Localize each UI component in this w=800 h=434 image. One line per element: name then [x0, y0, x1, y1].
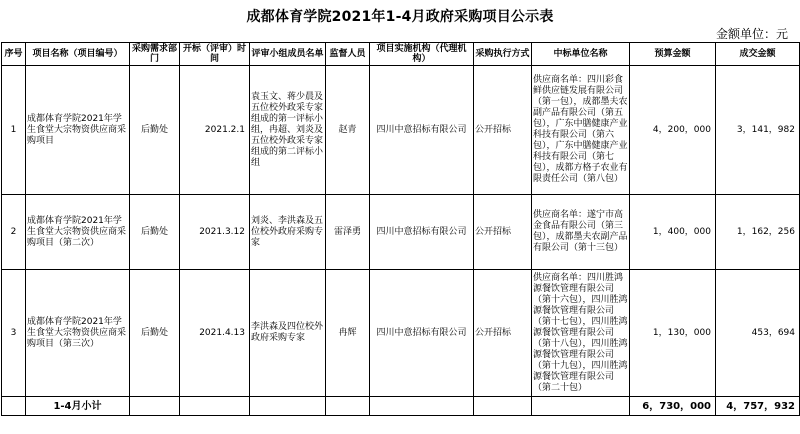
cell-dept: 后勤处	[130, 66, 180, 195]
header-dept: 采购需求部门	[130, 43, 180, 66]
total-row	[2, 397, 800, 416]
currency-unit-label: 金额单位：元	[715, 27, 788, 41]
header-budget: 预算金额	[630, 43, 716, 66]
table-row	[2, 66, 800, 195]
table-row	[2, 270, 800, 397]
cell-budget: 4，200，000	[630, 66, 716, 195]
total-empty-winner	[532, 397, 630, 416]
header-deal: 成交金额	[716, 43, 800, 66]
cell-agency: 四川中意招标有限公司	[370, 270, 474, 397]
cell-winner: 供应商名单：遂宁市高金食品有限公司（第三包），成都墨夫农副产品有限公司（第十三包）	[532, 195, 630, 270]
cell-method: 公开招标	[474, 66, 532, 195]
cell-date: 2021.4.13	[180, 270, 250, 397]
total-label: 1-4月小计	[26, 397, 130, 416]
cell-winner: 供应商名单：四川彩食鲜供应链发展有限公司（第一包），成都墨夫农副产品有限公司（第五包），广东中膳健康产业科技有限公司（第六包），广东中膳健康产业科技有限公司（第七包），成都方格子农业有限责任公司（第八包）	[532, 66, 630, 195]
header-row	[2, 43, 800, 66]
total-budget: 6，730，000	[630, 397, 716, 416]
header-agency: 项目实施机构（代理机构）	[370, 43, 474, 66]
cell-supervisor: 雷泽勇	[326, 195, 370, 270]
header-panel: 评审小组成员名单	[250, 43, 326, 66]
cell-winner: 供应商名单：四川胜鸿源餐饮管理有限公司（第十六包），四川胜鸿源餐饮管理有限公司（第十七包），四川胜鸿源餐饮管理有限公司（第十八包），四川胜鸿源餐饮管理有限公司（第十九包），四川胜鸿源餐饮管理有限公司（第二十包）	[532, 270, 630, 397]
header-project: 项目名称（项目编号）	[26, 43, 130, 66]
cell-date: 2021.3.12	[180, 195, 250, 270]
cell-supervisor: 赵青	[326, 66, 370, 195]
cell-agency: 四川中意招标有限公司	[370, 195, 474, 270]
cell-panel: 袁玉文、蒋少晨及五位校外政采专家组成的第一评标小组，冉超、刘炎及五位校外政采专家组成的第二评标小组	[250, 66, 326, 195]
total-empty-panel	[250, 397, 326, 416]
table-row	[2, 195, 800, 270]
cell-panel: 李洪森及四位校外政府采购专家	[250, 270, 326, 397]
cell-method: 公开招标	[474, 195, 532, 270]
cell-dept: 后勤处	[130, 270, 180, 397]
header-seq: 序号	[2, 43, 26, 66]
total-empty-agency	[370, 397, 474, 416]
page-title: 成都体育学院2021年1-4月政府采购项目公示表	[246, 9, 554, 25]
cell-project: 成都体育学院2021年学生食堂大宗物资供应商采购项目（第三次）	[26, 270, 130, 397]
cell-project: 成都体育学院2021年学生食堂大宗物资供应商采购项目	[26, 66, 130, 195]
header-winner: 中标单位名称	[532, 43, 630, 66]
total-empty-dept	[130, 397, 180, 416]
cell-dept: 后勤处	[130, 195, 180, 270]
cell-budget: 1，400，000	[630, 195, 716, 270]
procurement-table	[1, 42, 800, 416]
cell-method: 公开招标	[474, 270, 532, 397]
cell-seq: 3	[2, 270, 26, 397]
header-date: 开标（评审）时间	[180, 43, 250, 66]
total-empty-method	[474, 397, 532, 416]
cell-panel: 刘炎、李洪森及五位校外政府采购专家	[250, 195, 326, 270]
cell-seq: 2	[2, 195, 26, 270]
cell-budget: 1，130，000	[630, 270, 716, 397]
total-empty-supervisor	[326, 397, 370, 416]
header-supervisor: 监督人员	[326, 43, 370, 66]
cell-deal: 453，694	[716, 270, 800, 397]
cell-deal: 3，141，982	[716, 66, 800, 195]
cell-supervisor: 冉辉	[326, 270, 370, 397]
cell-project: 成都体育学院2021年学生食堂大宗物资供应商采购项目（第二次）	[26, 195, 130, 270]
total-empty-date	[180, 397, 250, 416]
cell-deal: 1，162，256	[716, 195, 800, 270]
total-spacer	[2, 397, 26, 416]
total-deal: 4，757，932	[716, 397, 800, 416]
header-method: 采购执行方式	[474, 43, 532, 66]
cell-date: 2021.2.1	[180, 66, 250, 195]
cell-seq: 1	[2, 66, 26, 195]
cell-agency: 四川中意招标有限公司	[370, 66, 474, 195]
